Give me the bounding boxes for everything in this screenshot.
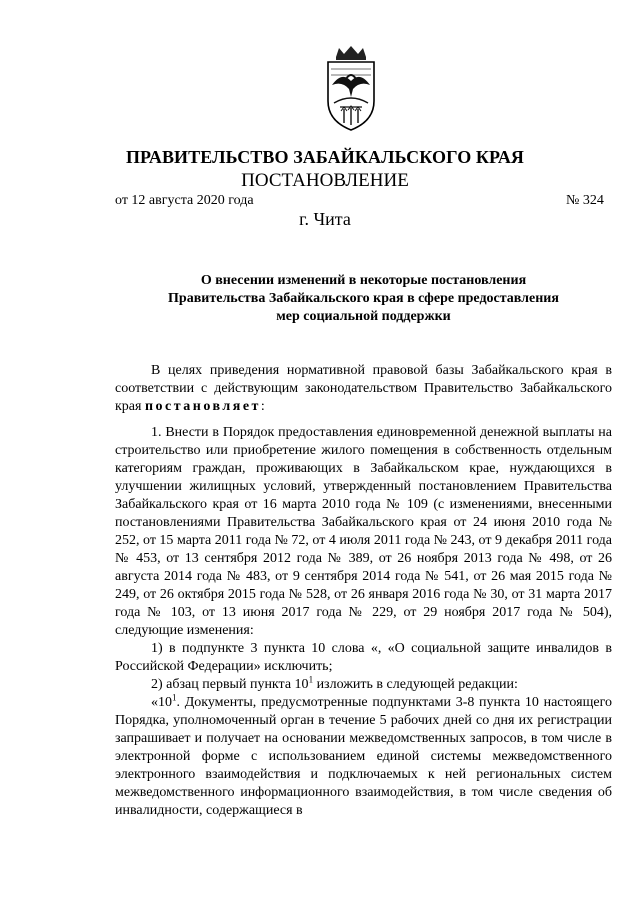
preamble-colon: : — [260, 399, 265, 414]
subitem-2-text-b: изложить в следующей редакции: — [313, 677, 518, 692]
document-type: ПОСТАНОВЛЕНИЕ — [241, 170, 409, 191]
organization-name: ПРАВИТЕЛЬСТВО ЗАБАЙКАЛЬСКОГО КРАЯ — [125, 147, 525, 167]
preamble-text: В целях приведения нормативной правовой базы Забайкальского края в соответствии с действующим законодательством Правительство Забайкальского края — [115, 363, 612, 414]
title-line-1: О внесении изменений в некоторые постановления — [200, 273, 527, 288]
subitem-2-paragraph — [115, 676, 612, 694]
subitem-1-paragraph: 1) в подпункте 3 пункта 10 слова «, «О социальной защите инвалидов в Российской Федерации» исключить; — [115, 641, 612, 674]
document-city: г. Чита — [299, 209, 351, 229]
document-body — [115, 362, 612, 820]
title-line-3: мер социальной поддержки — [276, 309, 451, 324]
document-date: от 12 августа 2020 года — [115, 193, 254, 208]
document-title — [115, 272, 612, 326]
coat-of-arms-icon — [322, 45, 380, 133]
subitem-2-superscript: 1 — [308, 674, 314, 685]
quoted-text-b: . Документы, предусмотренные подпунктами 3-8 пункта 10 настоящего Порядка, уполномоченный орган в течение 5 рабочих дней со дня их регистрации запрашивает и получает на основании межведомственных запросов, в том числе в электронной форме с использованием единой системы межведомственного электронного взаимодействия и подключаемых к ней региональных систем межведомственного информационного взаимодействия, в том числе сведения об инвалидности, содержащиеся в — [115, 695, 612, 818]
preamble-keyword: постановляет — [144, 399, 261, 414]
title-line-2: Правительства Забайкальского края в сфере предоставления — [168, 291, 559, 306]
subitem-2-text-a: 2) абзац первый пункта 10 — [151, 677, 309, 692]
quoted-superscript: 1 — [172, 692, 177, 703]
preamble-paragraph — [115, 362, 612, 416]
quoted-paragraph — [115, 694, 612, 820]
document-number: № 324 — [566, 193, 604, 208]
item-1-paragraph: 1. Внести в Порядок предоставления единовременной денежной выплаты на строительство или приобретение жилого помещения в собственность отдельным категориям граждан, проживающих в Забайкальском крае, нуждающихся в улучшении жилищных условий, утвержденный постановлением Правительства Забайкальского края от 16 марта 2010 года № 109 (с изменениями, внесенными постановлениями Правительства Забайкальского края от 24 июня 2010 года № 252, от 15 марта 2011 года № 72, от 4 июля 2011 года № 243, от 9 декабря 2011 года № 453, от 13 сентября 2012 года № 389, от 26 ноября 2013 года № 498, от 26 августа 2014 года № 483, от 9 сентября 2014 года № 541, от 26 мая 2015 года № 249, от 26 октября 2015 года № 528, от 26 января 2016 года № 30, от 31 марта 2017 года № 103, от 13 июня 2017 года № 229, от 29 ноября 2017 года № 504), следующие изменения: — [115, 425, 612, 638]
quoted-text-a: «10 — [151, 695, 172, 710]
